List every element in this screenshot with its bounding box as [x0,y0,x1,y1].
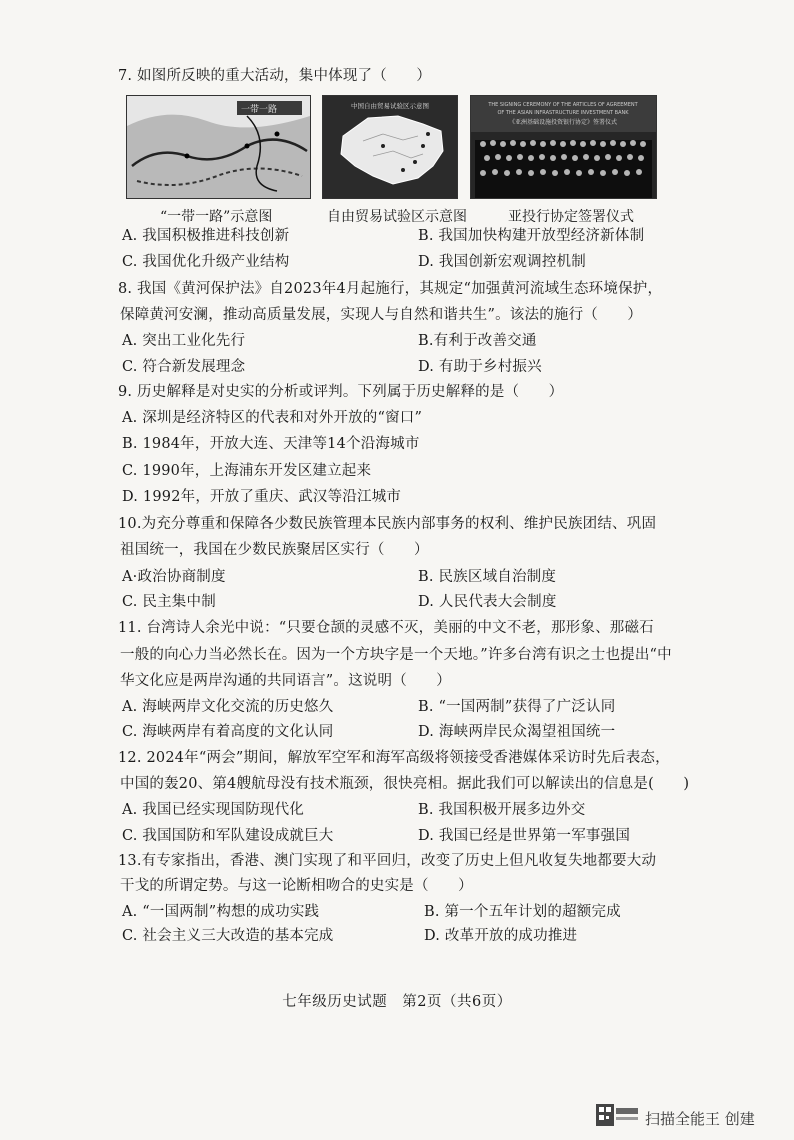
q8-option-d: D. 有助于乡村振兴 [418,359,542,375]
q12-stem-line1: 12. 2024年“两会”期间，解放军空军和海军高级将领接受香港媒体采访时先后表态， [118,750,670,766]
aiib-banner-line3: 《亚洲基础设施投资银行协定》签署仪式 [508,119,618,126]
q9-option-a: A. 深圳是经济特区的代表和对外开放的“窗口” [122,410,423,426]
q10-option-a: A·政治协商制度 [122,569,226,585]
q8-stem-line2: 保障黄河安澜，推动高质量发展，实现人与自然和谐共生”。该法的施行（ ） [120,307,643,323]
q11-option-d: D. 海峡两岸民众渴望祖国统一 [418,724,616,740]
q10-stem-line2: 祖国统一，我国在少数民族聚居区实行（ ） [120,542,429,558]
q7-option-c: C. 我国优化升级产业结构 [122,254,290,270]
q11-stem-line2: 一般的向心力当必然长在。因为一个方块字是一个天地。”许多台湾有识之士也提出“中 [120,647,672,663]
q13-stem-line1: 13.有专家指出，香港、澳门实现了和平回归，改变了历史上但凡收复失地都要大动 [118,853,657,869]
belt-road-map-label: 一带一路 [241,105,278,115]
aiib-signing-ceremony-photo [470,95,657,199]
q7-caption-1: “一带一路”示意图 [160,209,273,225]
q13-stem-line2: 干戈的所谓定势。与这一论断相吻合的史实是（ ） [120,878,473,894]
belt-road-map-image [126,95,311,199]
q12-stem-line2: 中国的轰20、第4艘航母没有技术瓶颈，很快亮相。据此我们可以解读出的信息是( ) [120,776,690,792]
q7-caption-3: 亚投行协定签署仪式 [508,209,634,225]
q13-option-c: C. 社会主义三大改造的基本完成 [122,928,334,944]
q10-option-b: B. 民族区域自治制度 [418,569,557,585]
page-footer: 七年级历史试题 第2页（共6页） [282,994,512,1010]
q8-option-b: B.有利于改善交通 [418,333,537,349]
belt-road-map-graphic [127,96,310,198]
q11-option-c: C. 海峡两岸有着高度的文化认同 [122,724,334,740]
q10-option-c: C. 民主集中制 [122,594,216,610]
q12-option-d: D. 我国已经是世界第一军事强国 [418,828,631,844]
q9-option-d: D. 1992年，开放了重庆、武汉等沿江城市 [122,489,402,505]
q7-caption-2: 自由贸易试验区示意图 [327,209,467,225]
q7-images [126,95,656,199]
q7-stem: 7. 如图所反映的重大活动，集中体现了（ ） [118,68,432,84]
watermark-text: 扫描全能王 创建 [645,1110,755,1128]
q11-stem-line3: 华文化应是两岸沟通的共同语言”。这说明（ ） [120,673,452,689]
q9-option-c: C. 1990年，上海浦东开发区建立起来 [122,463,372,479]
q12-option-a: A. 我国已经实现国防现代化 [122,802,304,818]
q11-option-b: B. “一国两制”获得了广泛认同 [418,699,616,715]
q8-option-a: A. 突出工业化先行 [122,333,246,349]
free-trade-zone-map-image [322,95,458,199]
free-trade-zone-map-title: 中国自由贸易试验区示意图 [351,102,429,110]
q7-option-a: A. 我国积极推进科技创新 [122,228,290,244]
q10-option-d: D. 人民代表大会制度 [418,594,557,610]
q9-option-b: B. 1984年，开放大连、天津等14个沿海城市 [122,436,420,452]
q7-option-d: D. 我国创新宏观调控机制 [418,254,586,270]
q10-stem-line1: 10.为充分尊重和保障各少数民族管理本民族内部事务的权利、维护民族团结、巩固 [118,516,657,532]
scanner-logo-icon [594,1100,642,1140]
q13-option-b: B. 第一个五年计划的超额完成 [424,904,621,920]
q7-option-b: B. 我国加快构建开放型经济新体制 [418,228,645,244]
q8-stem-line1: 8. 我国《黄河保护法》自2023年4月起施行，其规定“加强黄河流域生态环境保护， [118,281,663,297]
q9-stem: 9. 历史解释是对史实的分析或评判。下列属于历史解释的是（ ） [118,384,564,400]
q13-option-a: A. “一国两制”构想的成功实践 [122,904,320,920]
q12-option-b: B. 我国积极开展多边外交 [418,802,586,818]
q8-option-c: C. 符合新发展理念 [122,359,246,375]
q12-option-c: C. 我国国防和军队建设成就巨大 [122,828,334,844]
free-trade-zone-map-graphic [323,96,457,198]
q11-option-a: A. 海峡两岸文化交流的历史悠久 [122,699,334,715]
aiib-banner-line2: OF THE ASIAN INFRASTRUCTURE INVESTMENT BANK [497,110,629,116]
q13-option-d: D. 改革开放的成功推进 [424,928,578,944]
q11-stem-line1: 11. 台湾诗人余光中说：“只要仓颉的灵感不灭，美丽的中文不老，那形象、那磁石 [118,620,654,636]
aiib-banner-line1: THE SIGNING CEREMONY OF THE ARTICLES OF AGREEMENT [488,102,638,108]
aiib-signing-ceremony-graphic [471,96,656,198]
